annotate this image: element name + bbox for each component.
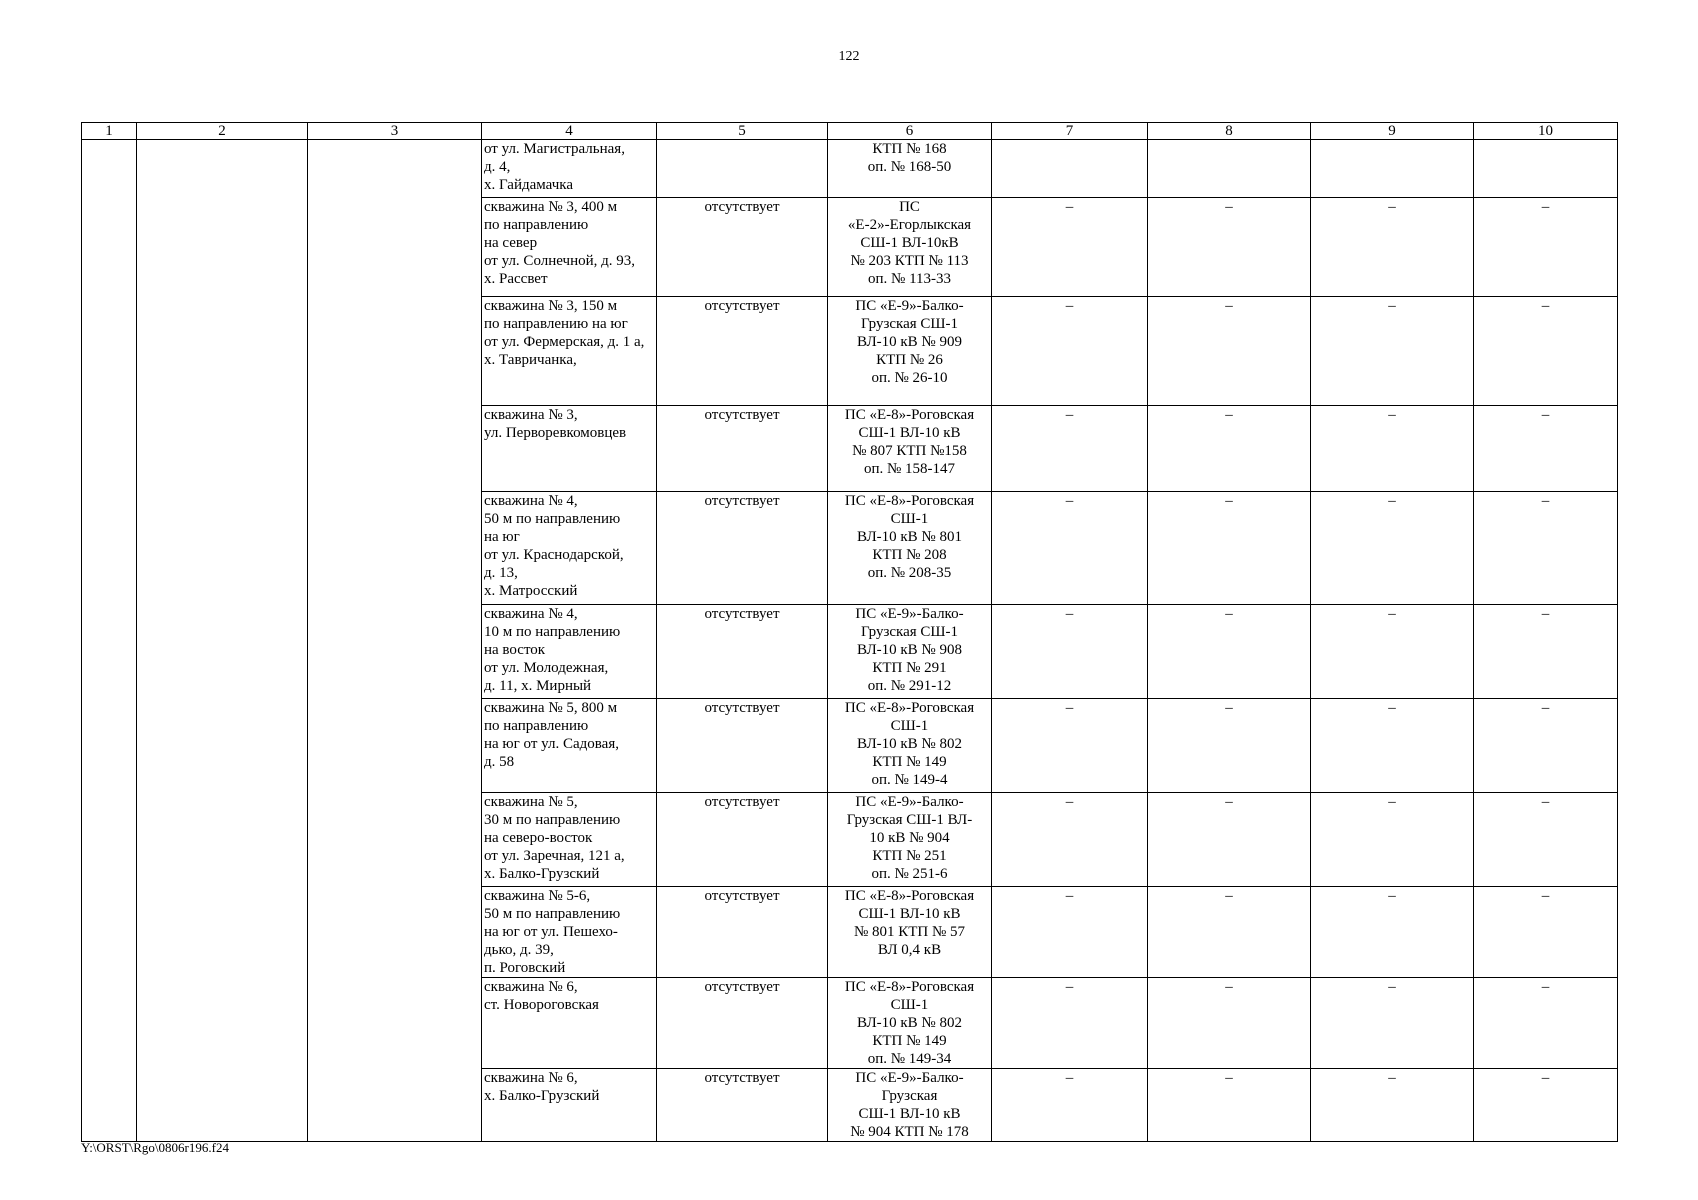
row-col-1-empty-cell xyxy=(82,140,137,1142)
status-cell: отсутствует xyxy=(657,699,828,793)
page-number: 122 xyxy=(838,49,860,64)
column-number: 8 xyxy=(1148,123,1311,140)
col10-cell: – xyxy=(1474,887,1618,978)
col9-cell: – xyxy=(1311,492,1474,605)
col10-cell: – xyxy=(1474,605,1618,699)
col7-cell: – xyxy=(992,406,1148,492)
col10-cell: – xyxy=(1474,978,1618,1069)
location-cell: скважина № 6, ст. Новороговская xyxy=(482,978,657,1069)
status-cell: отсутствует xyxy=(657,793,828,887)
power-source-cell: КТП № 168 оп. № 168-50 xyxy=(828,140,992,198)
column-number: 4 xyxy=(482,123,657,140)
column-number: 9 xyxy=(1311,123,1474,140)
location-cell: скважина № 3, 150 м по направлению на юг от ул. Фермерская, д. 1 а, х. Тавричанка, xyxy=(482,297,657,406)
location-cell: от ул. Магистральная, д. 4, х. Гайдамачка xyxy=(482,140,657,198)
status-cell: отсутствует xyxy=(657,198,828,297)
row-col-2-empty-cell xyxy=(137,140,308,1142)
col8-cell: – xyxy=(1148,978,1311,1069)
col9-cell: – xyxy=(1311,699,1474,793)
col9-cell: – xyxy=(1311,887,1474,978)
col7-cell xyxy=(992,140,1148,198)
location-cell: скважина № 5, 30 м по направлению на северо-восток от ул. Заречная, 121 а, х. Балко-Грузский xyxy=(482,793,657,887)
col10-cell: – xyxy=(1474,492,1618,605)
power-source-cell: ПС «Е-8»-Роговская СШ-1 ВЛ-10 кВ № 802 КТП № 149 оп. № 149-34 xyxy=(828,978,992,1069)
col8-cell: – xyxy=(1148,406,1311,492)
col10-cell: – xyxy=(1474,198,1618,297)
registry-table xyxy=(81,122,1618,1142)
col7-cell: – xyxy=(992,793,1148,887)
col8-cell: – xyxy=(1148,198,1311,297)
column-number: 2 xyxy=(137,123,308,140)
column-number: 3 xyxy=(308,123,482,140)
col8-cell: – xyxy=(1148,699,1311,793)
column-number: 5 xyxy=(657,123,828,140)
status-cell xyxy=(657,140,828,198)
power-source-cell: ПС «Е-9»-Балко- Грузская СШ-1 ВЛ-10 кВ № 908 КТП № 291 оп. № 291-12 xyxy=(828,605,992,699)
col10-cell xyxy=(1474,140,1618,198)
col10-cell: – xyxy=(1474,793,1618,887)
power-source-cell: ПС «Е-8»-Роговская СШ-1 ВЛ-10 кВ № 807 КТП №158 оп. № 158-147 xyxy=(828,406,992,492)
status-cell: отсутствует xyxy=(657,978,828,1069)
col9-cell: – xyxy=(1311,1069,1474,1142)
col8-cell xyxy=(1148,140,1311,198)
status-cell: отсутствует xyxy=(657,887,828,978)
power-source-cell: ПС «Е-9»-Балко- Грузская СШ-1 ВЛ- 10 кВ № 904 КТП № 251 оп. № 251-6 xyxy=(828,793,992,887)
col9-cell: – xyxy=(1311,978,1474,1069)
table-row xyxy=(82,140,1618,198)
status-cell: отсутствует xyxy=(657,1069,828,1142)
col10-cell: – xyxy=(1474,699,1618,793)
col8-cell: – xyxy=(1148,793,1311,887)
status-cell: отсутствует xyxy=(657,492,828,605)
col7-cell: – xyxy=(992,699,1148,793)
col7-cell: – xyxy=(992,1069,1148,1142)
location-cell: скважина № 4, 50 м по направлению на юг от ул. Краснодарской, д. 13, х. Матросский xyxy=(482,492,657,605)
column-number: 1 xyxy=(82,123,137,140)
power-source-cell: ПС «Е-9»-Балко- Грузская СШ-1 ВЛ-10 кВ № 909 КТП № 26 оп. № 26-10 xyxy=(828,297,992,406)
location-cell: скважина № 3, ул. Перворевкомовцев xyxy=(482,406,657,492)
col8-cell: – xyxy=(1148,297,1311,406)
col7-cell: – xyxy=(992,605,1148,699)
col7-cell: – xyxy=(992,887,1148,978)
column-number: 7 xyxy=(992,123,1148,140)
power-source-cell: ПС «Е-9»-Балко- Грузская СШ-1 ВЛ-10 кВ № 904 КТП № 178 xyxy=(828,1069,992,1142)
column-number: 6 xyxy=(828,123,992,140)
location-cell: скважина № 5-6, 50 м по направлению на юг от ул. Пешехо- дько, д. 39, п. Роговский xyxy=(482,887,657,978)
col9-cell: – xyxy=(1311,198,1474,297)
power-source-cell: ПС «Е-8»-Роговская СШ-1 ВЛ-10 кВ № 801 КТП № 57 ВЛ 0,4 кВ xyxy=(828,887,992,978)
col7-cell: – xyxy=(992,297,1148,406)
status-cell: отсутствует xyxy=(657,406,828,492)
col8-cell: – xyxy=(1148,605,1311,699)
location-cell: скважина № 5, 800 м по направлению на юг от ул. Садовая, д. 58 xyxy=(482,699,657,793)
location-cell: скважина № 3, 400 м по направлению на север от ул. Солнечной, д. 93, х. Рассвет xyxy=(482,198,657,297)
col8-cell: – xyxy=(1148,887,1311,978)
status-cell: отсутствует xyxy=(657,605,828,699)
power-source-cell: ПС «Е-8»-Роговская СШ-1 ВЛ-10 кВ № 802 КТП № 149 оп. № 149-4 xyxy=(828,699,992,793)
col7-cell: – xyxy=(992,978,1148,1069)
status-cell: отсутствует xyxy=(657,297,828,406)
location-cell: скважина № 6, х. Балко-Грузский xyxy=(482,1069,657,1142)
col8-cell: – xyxy=(1148,492,1311,605)
power-source-cell: ПС «Е-8»-Роговская СШ-1 ВЛ-10 кВ № 801 КТП № 208 оп. № 208-35 xyxy=(828,492,992,605)
col9-cell: – xyxy=(1311,406,1474,492)
col7-cell: – xyxy=(992,198,1148,297)
col10-cell: – xyxy=(1474,1069,1618,1142)
col10-cell: – xyxy=(1474,406,1618,492)
col9-cell: – xyxy=(1311,297,1474,406)
col10-cell: – xyxy=(1474,297,1618,406)
row-col-3-empty-cell xyxy=(308,140,482,1142)
column-number-row xyxy=(82,123,1618,140)
col9-cell: – xyxy=(1311,605,1474,699)
file-path-footer: Y:\ORST\Rgo\0806r196.f24 xyxy=(81,1140,229,1155)
col9-cell xyxy=(1311,140,1474,198)
col7-cell: – xyxy=(992,492,1148,605)
power-source-cell: ПС «Е-2»-Егорлыкская СШ-1 ВЛ-10кВ № 203 КТП № 113 оп. № 113-33 xyxy=(828,198,992,297)
column-number: 10 xyxy=(1474,123,1618,140)
col9-cell: – xyxy=(1311,793,1474,887)
col8-cell: – xyxy=(1148,1069,1311,1142)
location-cell: скважина № 4, 10 м по направлению на восток от ул. Молодежная, д. 11, х. Мирный xyxy=(482,605,657,699)
